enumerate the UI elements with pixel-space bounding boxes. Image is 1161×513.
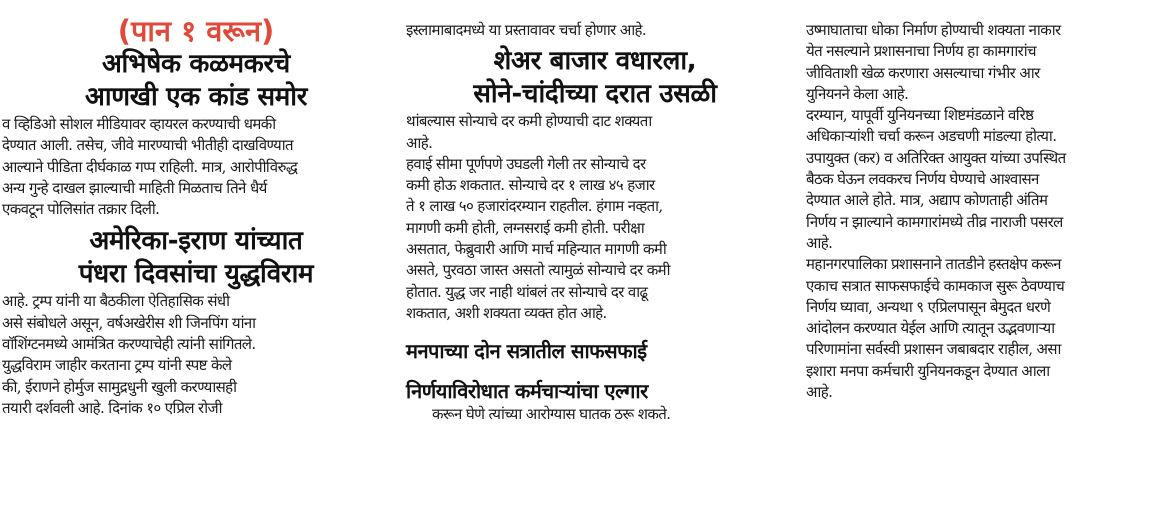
body-line: इशारा मनपा कर्मचारी युनियनकडून देण्यात आला — [806, 361, 1050, 380]
body-line: करून घेणे त्यांच्या आरोग्यास घातक ठरू शकते. — [432, 405, 671, 424]
body-line: आहे. — [806, 233, 833, 252]
column-left — [2, 0, 390, 419]
body-line: शकतात, अशी शक्यता व्यक्त होत आहे. — [406, 303, 607, 322]
headline-market-line-1: शेअर बाजार वधारला, — [493, 46, 697, 77]
body-line: उपायुक्त (कर) व अतिरिक्त आयुक्त यांच्या उपस्थित — [806, 148, 1066, 167]
body-line: निर्णय घ्यावा, अन्यथा ९ एप्रिलपासून बेमुदत धरणे — [806, 297, 1051, 316]
headline-municipal-line-1: मनपाच्या दोन सत्रातील साफसफाई — [406, 339, 647, 364]
body-line: व व्हिडिओ सोशल मीडियावर व्हायरल करण्याची धमकी — [2, 115, 276, 133]
article-market-body — [406, 111, 784, 324]
body-line: असतात, फेब्रुवारी आणि मार्च महिन्यात मागणी कमी — [406, 240, 667, 259]
body-line: एकाच सत्रात साफसफाईचे कामकाज सुरू ठेवण्याच — [806, 276, 1065, 295]
headline-market-line-2: सोने-चांदीच्या दरात उसळी — [473, 79, 717, 110]
body-line: परिणामांना सर्वस्वी प्रशासन जबाबदार राहील, असा — [806, 340, 1061, 359]
column-right — [806, 0, 1158, 403]
body-line: ते १ लाख ५० हजारांदरम्यान राहतील. हंगाम नव्हता, — [406, 197, 663, 216]
body-line: अधिकाऱ्यांशी चर्चा करून अडचणी मांडल्या होत्या. — [806, 127, 1057, 146]
body-line: इस्लामाबादमध्ये या प्रस्तावावर चर्चा होणार आहे. — [406, 21, 647, 39]
headline-kalamkar-line-2: आणखी एक कांड समोर — [84, 82, 308, 112]
headline-kalamkar-line-1: अभिषेक कळमकरचे — [101, 49, 290, 79]
body-line: आंदोलन करण्यात येईल आणि त्यातून उद्भवणाऱ्या — [806, 319, 1055, 338]
body-line: निर्णय न झाल्याने कामगारांमध्ये तीव्र नाराजी पसरल — [806, 212, 1063, 231]
body-line: कमी होऊ शकतात. सोन्याचे दर १ लाख ४५ हजार — [406, 176, 655, 195]
body-line: आहे. — [406, 133, 433, 152]
body-line: उष्माघाताचा धोका निर्माण होण्याची शक्यता नाकार — [806, 21, 1061, 39]
column-middle — [406, 0, 784, 426]
headline-ceasefire-line-2: पंधरा दिवसांचा युद्धविराम — [78, 259, 314, 290]
body-line: देण्यात आले होते. मात्र, अद्याप कोणताही अंतिम — [806, 191, 1048, 210]
article-kalamkar-body — [2, 114, 390, 220]
body-line: येत नसल्याने प्रशासनाचा निर्णय हा कामगारांच — [806, 42, 1036, 61]
body-line: आहे. — [806, 383, 833, 402]
body-line: जीविताशी खेळ करणारा असल्याचा गंभीर आर — [806, 63, 1040, 82]
body-line: एकवटून पोलिसांत तक्रार दिली. — [2, 200, 160, 219]
body-line: की, ईराणने होर्मुज सामुद्रधुनी खुली करण्यासही — [2, 377, 237, 396]
body-line: युनियनने केला आहे. — [806, 84, 909, 103]
headline-municipal-line-2: निर्णयाविरोधात कर्मचाऱ्यांचा एल्गार — [406, 379, 648, 404]
body-line: हवाई सीमा पूर्णपणे उघडली गेली तर सोन्याचे दर — [406, 154, 646, 173]
body-line: युद्धविराम जाहीर करताना ट्रम्प यांनी स्पष्ट केले — [2, 356, 232, 375]
body-line: वॉशिंग्टनमध्ये आमंत्रित करण्याचेही त्यांनी सांगितले. — [2, 335, 256, 354]
body-line: असते, पुरवठा जास्त असतो त्यामुळं सोन्याचे दर कमी — [406, 261, 670, 280]
body-line: दरम्यान, यापूर्वी युनियनच्या शिष्टमंडळाने वरिष्ठ — [806, 106, 1034, 125]
headline-ceasefire-line-1: अमेरिका-इराण यांच्यात — [89, 226, 303, 257]
body-line: आल्याने पीडिता दीर्घकाळ गप्प राहिली. मात्र, आरोपीविरुद्ध — [2, 157, 298, 176]
body-line: महानगरपालिका प्रशासनाने तातडीने हस्तक्षेप करून — [806, 255, 1061, 274]
article-ceasefire-body — [2, 291, 390, 419]
article-municipal-continued-body — [806, 20, 1158, 403]
body-line: बैठक घेऊन लवकरच निर्णय घेण्याचे आश्वासन — [806, 170, 1039, 189]
body-line: देण्यात आली. तसेच, जीवे मारण्याची भीतीही दाखविण्यात — [2, 136, 293, 155]
body-line: अन्य गुन्हे दाखल झाल्याची माहिती मिळताच तिने धैर्य — [2, 178, 267, 197]
body-line: मागणी कमी होती, लग्नसराई कमी होती. परीक्षा — [406, 218, 645, 237]
body-line: असे संबोधले असून, वर्षअखेरीस शी जिनपिंग यांना — [2, 313, 256, 332]
body-line: थांबल्यास सोन्याचे दर कमी होण्याची दाट शक्यता — [406, 112, 652, 131]
body-line: आहे. ट्रम्प यांनी या बैठकीला ऐतिहासिक संधी — [2, 292, 230, 311]
body-line: तयारी दर्शवली आहे. दिनांक १० एप्रिल रोजी — [2, 398, 222, 417]
continued-from-page-label: (पान १ वरून) — [117, 14, 275, 48]
body-line: होतात. युद्ध जर नाही थांबलं तर सोन्याचे दर वाढू — [406, 282, 648, 301]
